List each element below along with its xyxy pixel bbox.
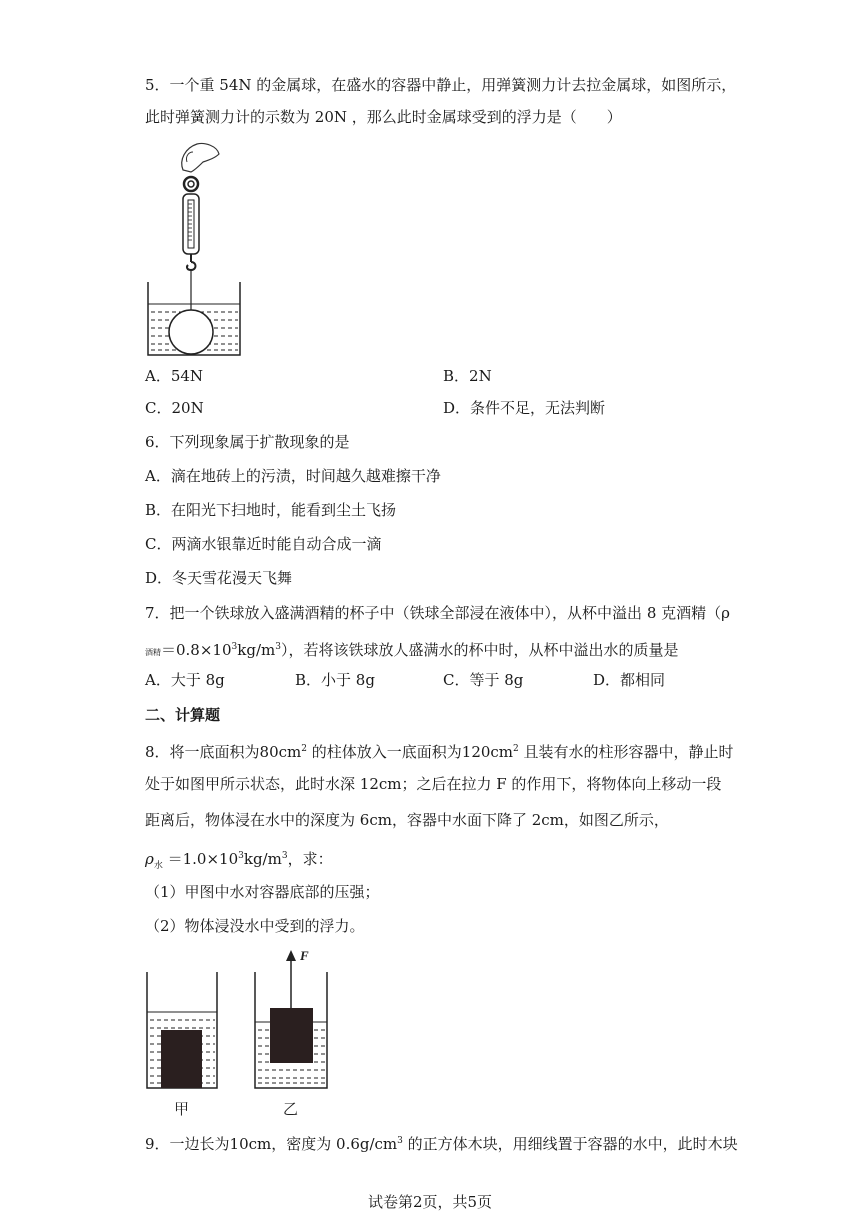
force-label: F	[300, 948, 309, 963]
q8-sub1: （1）甲图中水对容器底部的压强；	[145, 883, 380, 901]
q5-option-d: D．条件不足，无法判断	[443, 399, 606, 417]
q6-option-d: D．冬天雪花漫天飞舞	[145, 569, 293, 587]
label-yi: 乙	[283, 1100, 299, 1118]
q7-option-c: C．等于 8g	[443, 671, 524, 689]
q5-line2: 此时弹簧测力计的示数为 20N ，那么此时金属球受到的浮力是（ ）	[145, 108, 622, 126]
q8-line1: 8．将一底面积为$80cm^2$ 的柱体放入一底面积为$120cm^2$ 且装有水的柱形容器中，静止时	[145, 743, 734, 761]
block-a	[161, 1030, 202, 1088]
spring-scale-figure	[145, 140, 245, 360]
q8-line3: 距离后，物体浸在水中的深度为 6cm，容器中水面下降了 2cm，如图乙所示，	[145, 811, 669, 829]
q6-option-b: B．在阳光下扫地时，能看到尘土飞扬	[145, 501, 397, 519]
q6-stem: 6．下列现象属于扩散现象的是	[145, 433, 350, 451]
block-b	[270, 1008, 313, 1063]
label-jia: 甲	[174, 1100, 190, 1118]
arrow-up-icon	[286, 950, 296, 961]
q8-line2: 处于如图甲所示状态，此时水深 12cm；之后在拉力 F 的作用下，将物体向上移动一段	[145, 775, 722, 793]
q8-density-line: $\rho_水 =1.0\times 10^3kg/m^3$，求：	[145, 850, 333, 871]
q6-option-c: C．两滴水银靠近时能自动合成一滴	[145, 535, 382, 553]
q5-option-b: B．2N	[443, 367, 492, 385]
q7-option-d: D．都相同	[593, 671, 666, 689]
q8-sub2: （2）物体浸没水中受到的浮力。	[145, 917, 365, 935]
q7-subscript: 酒精	[145, 648, 161, 657]
hand-icon	[182, 143, 219, 172]
q5-option-a: A．54N	[145, 367, 204, 385]
q6-option-a: A．滴在地砖上的污渍，时间越久越难擦干净	[145, 467, 441, 485]
q5-option-c: C．20N	[145, 399, 204, 417]
q5-line1: 5．一个重 54N 的金属球，在盛水的容器中静止，用弹簧测力计去拉金属球，如图所示，	[145, 76, 737, 94]
containers-figure	[145, 948, 345, 1123]
metal-ball	[169, 310, 213, 354]
q7-option-b: B．小于 8g	[295, 671, 375, 689]
q7-line2: 酒精$=0.8\times 10^3kg/m^3$），若将该铁球放人盛满水的杯中时，从杯中溢出水的质量是	[145, 641, 679, 659]
page-footer: 试卷第2页，共5页	[367, 1193, 493, 1211]
q7-line1: 7．把一个铁球放入盛满酒精的杯子中（铁球全部浸在液体中），从杯中溢出 8 克酒精（ρ	[145, 604, 730, 622]
q7-option-a: A．大于 8g	[145, 671, 225, 689]
section-heading: 二、计算题	[145, 706, 221, 724]
q9-line1: 9．一边长为10cm，密度为 $0.6g/cm^3$ 的正方体木块，用细线置于容器的水中，此时木块	[145, 1135, 738, 1153]
